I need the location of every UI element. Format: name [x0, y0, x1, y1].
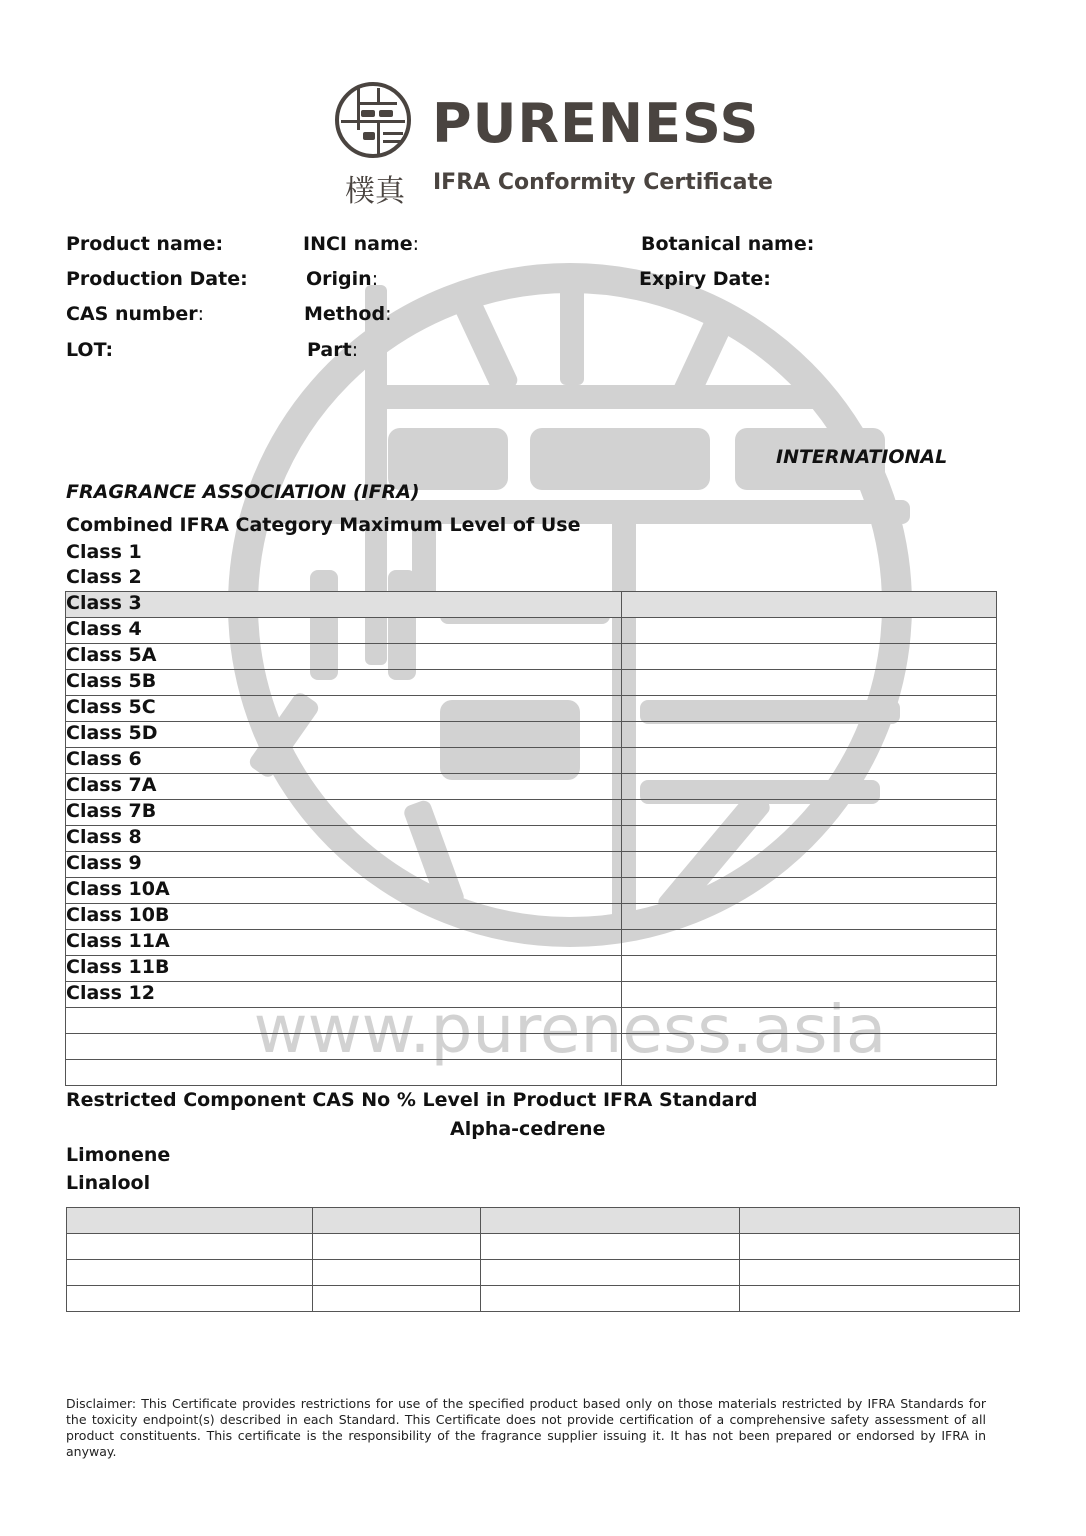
brand-name: PURENESS [432, 92, 760, 155]
class-label: Class 12 [66, 982, 155, 1004]
class-label: Class 5D [66, 722, 158, 744]
class-label: Class 11B [66, 956, 170, 978]
botanical-name-label: Botanical name: [641, 233, 815, 255]
certificate-subtitle: IFRA Conformity Certificate [433, 170, 773, 195]
component-name: Linalool [66, 1172, 151, 1194]
class-label: Class 9 [66, 852, 142, 874]
production-date-label: Production Date: [66, 268, 248, 290]
class-label: Class 11A [66, 930, 170, 952]
class-label: Class 2 [66, 566, 142, 588]
cas-number-label: CAS number: [66, 303, 205, 325]
restricted-header: Restricted Component CAS No % Level in Product IFRA Standard [66, 1089, 758, 1111]
class-label: Class 7A [66, 774, 157, 796]
class-label: Class 8 [66, 826, 142, 848]
class-label: Class 6 [66, 748, 142, 770]
class-label: Class 10B [66, 904, 170, 926]
component-name: Limonene [66, 1144, 171, 1166]
class-label: Class 1 [66, 541, 142, 563]
class-label: Class 10A [66, 878, 170, 900]
class-label: Class 4 [66, 618, 142, 640]
class-label: Class 5A [66, 644, 157, 666]
component-name: Alpha-cedrene [450, 1118, 606, 1140]
chinese-brand: 樸真 [345, 174, 405, 209]
class-label: Class 7B [66, 800, 157, 822]
pureness-logo-icon [333, 80, 413, 160]
combined-category-title: Combined IFRA Category Maximum Level of Use [66, 514, 581, 536]
association-heading: FRAGRANCE ASSOCIATION (IFRA) [66, 481, 420, 503]
inci-name-label: INCI name: [303, 233, 420, 255]
disclaimer-text: Disclaimer: This Certificate provides restrictions for use of the specified product based only on those materials restricted by IFRA Standards for the toxicity endpoint(s) described in each Standard. This Certificate does not provide certification of a comprehensive safety assessment of all product constituents. This certificate is the responsibility of the fragrance supplier issuing it. It has not been prepared or endorsed by IFRA in anyway. [66, 1396, 986, 1459]
class-label: Class 5B [66, 670, 157, 692]
international-heading: INTERNATIONAL [776, 446, 948, 468]
restricted-table [66, 1207, 1020, 1312]
watermark-url: www.pureness.asia [253, 991, 887, 1068]
class-label: Class 5C [66, 696, 156, 718]
class-table-right [621, 591, 997, 1086]
expiry-date-label: Expiry Date: [639, 268, 771, 290]
lot-label: LOT: [66, 339, 114, 361]
product-name-label: Product name: [66, 233, 224, 255]
part-label: Part: [307, 339, 359, 361]
class-label: Class 3 [66, 592, 142, 614]
origin-label: Origin: [306, 268, 379, 290]
method-label: Method: [304, 303, 392, 325]
